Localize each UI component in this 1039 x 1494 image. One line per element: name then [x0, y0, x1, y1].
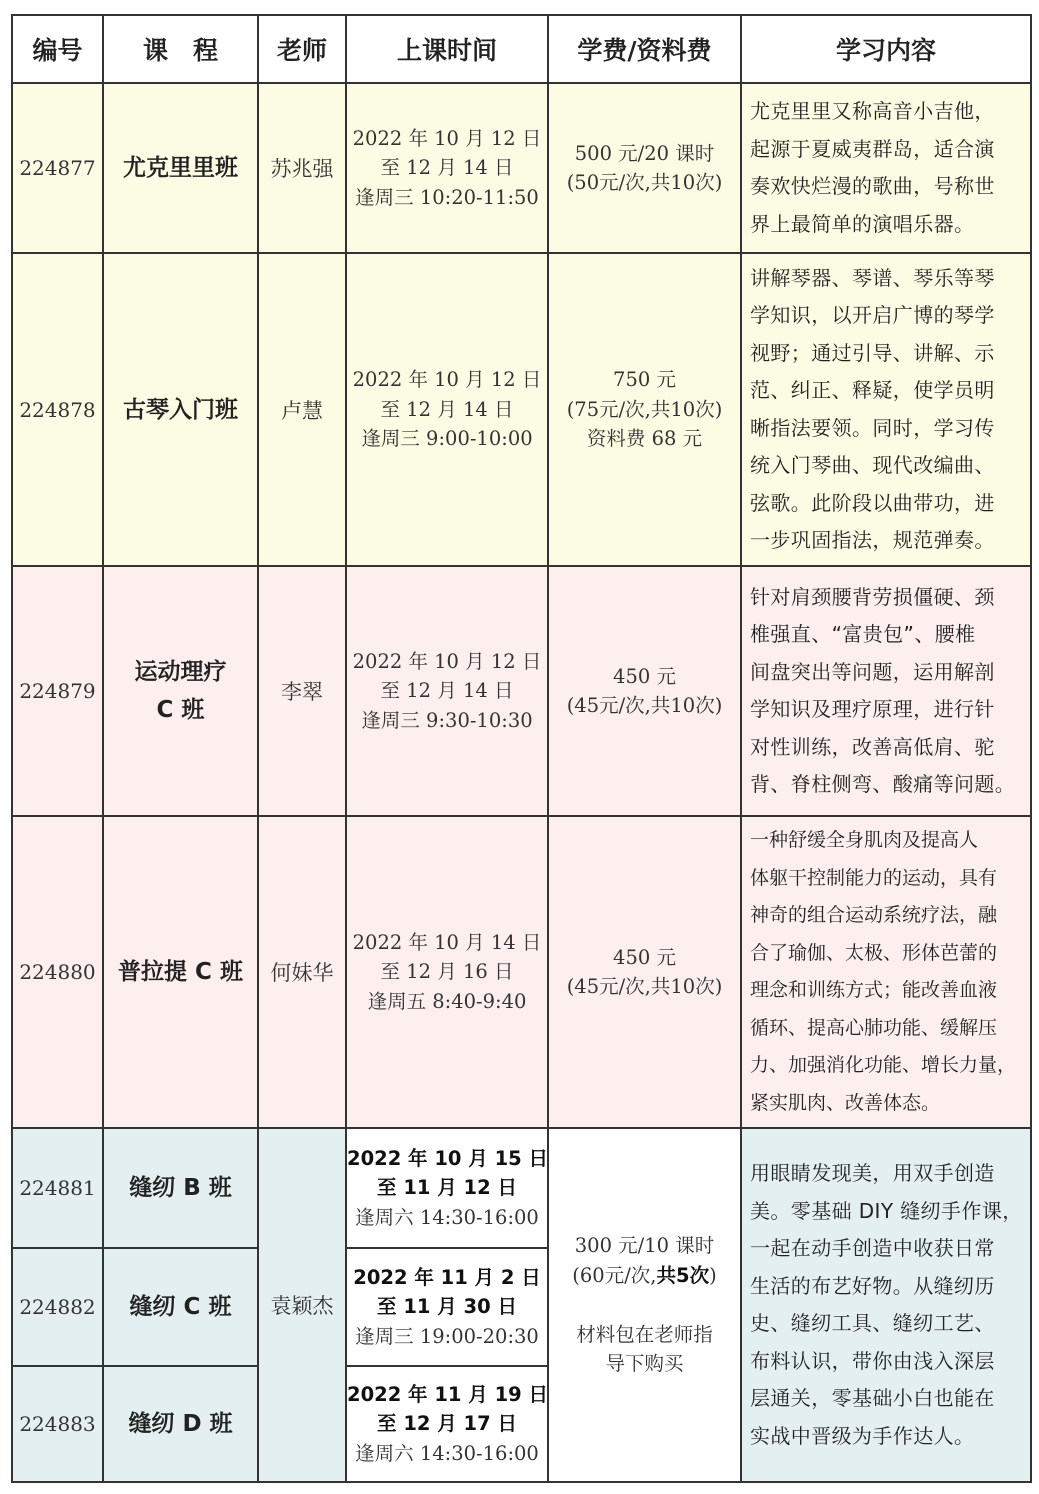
header-content: 学习内容 [741, 15, 1031, 83]
teacher-name: 李翠 [258, 566, 346, 816]
class-time: 2022 年 11 月 19 日 至 12 月 17 日 逢周六 14:30-16:00 [346, 1366, 548, 1482]
course-name: 缝纫 B 班 [103, 1128, 258, 1248]
teacher-name: 何妹华 [258, 816, 346, 1128]
course-id: 224879 [12, 566, 103, 816]
class-time: 2022 年 10 月 15 日 至 11 月 12 日 逢周六 14:30-16:00 [346, 1128, 548, 1248]
course-id: 224882 [12, 1248, 103, 1366]
table-row [12, 253, 1031, 566]
table-row [12, 83, 1031, 253]
course-name: 运动理疗 C 班 [103, 566, 258, 816]
class-time: 2022 年 10 月 12 日 至 12 月 14 日 逢周三 9:00-10:00 [346, 253, 548, 566]
header-course: 课 程 [103, 15, 258, 83]
fee: 450 元 (45元/次,共10次) [548, 566, 741, 816]
class-time: 2022 年 10 月 12 日 至 12 月 14 日 逢周三 9:30-10:30 [346, 566, 548, 816]
fee: 750 元 (75元/次,共10次) 资料费 68 元 [548, 253, 741, 566]
course-content: 尤克里里又称高音小吉他， 起源于夏威夷群岛，适合演 奏欢快烂漫的歌曲，号称世 界上最简单的演唱乐器。 [741, 83, 1031, 253]
fee: 300 元/10 课时 (60元/次,共5次) 材料包在老师指 导下购买 [548, 1128, 741, 1482]
course-schedule-table [11, 14, 1032, 1483]
course-id: 224883 [12, 1366, 103, 1482]
header-teacher: 老师 [258, 15, 346, 83]
table-row [12, 1128, 1031, 1248]
header-row [12, 15, 1031, 83]
course-name: 缝纫 D 班 [103, 1366, 258, 1482]
teacher-name: 苏兆强 [258, 83, 346, 253]
table-row [12, 566, 1031, 816]
header-id: 编号 [12, 15, 103, 83]
course-content: 用眼睛发现美，用双手创造 美。零基础 DIY 缝纫手作课， 一起在动手创造中收获日常 生活的布艺好物。从缝纫历 史、缝纫工具、缝纫工艺、 布料认识，带你由浅入深层 层通关，零基础小白也能在 实战中晋级为手作达人。 [741, 1128, 1031, 1482]
course-content: 讲解琴器、琴谱、琴乐等琴 学知识，以开启广博的琴学 视野；通过引导、讲解、示 范、纠正、释疑，使学员明 晰指法要领。同时，学习传 统入门琴曲、现代改编曲、 弦歌。此阶段以曲带功，进 一步巩固指法，规范弹奏。 [741, 253, 1031, 566]
course-id: 224878 [12, 253, 103, 566]
course-name: 尤克里里班 [103, 83, 258, 253]
course-name: 普拉提 C 班 [103, 816, 258, 1128]
course-content: 一种舒缓全身肌肉及提高人 体躯干控制能力的运动，具有 神奇的组合运动系统疗法，融 合了瑜伽、太极、形体芭蕾的 理念和训练方式；能改善血液 循环、提高心肺功能、缓解压 力、加强消化功能、增长力量， 紧实肌肉、改善体态。 [741, 816, 1031, 1128]
class-time: 2022 年 10 月 14 日 至 12 月 16 日 逢周五 8:40-9:40 [346, 816, 548, 1128]
course-name: 缝纫 C 班 [103, 1248, 258, 1366]
teacher-name: 卢慧 [258, 253, 346, 566]
header-fee: 学费/资料费 [548, 15, 741, 83]
course-id: 224881 [12, 1128, 103, 1248]
header-time: 上课时间 [346, 15, 548, 83]
course-name: 古琴入门班 [103, 253, 258, 566]
course-id: 224880 [12, 816, 103, 1128]
course-id: 224877 [12, 83, 103, 253]
class-time: 2022 年 10 月 12 日 至 12 月 14 日 逢周三 10:20-11:50 [346, 83, 548, 253]
fee: 500 元/20 课时 (50元/次,共10次) [548, 83, 741, 253]
course-content: 针对肩颈腰背劳损僵硬、颈 椎强直、“富贵包”、腰椎 间盘突出等问题，运用解剖 学知识及理疗原理，进行针 对性训练，改善高低肩、驼 背、脊柱侧弯、酸痛等问题。 [741, 566, 1031, 816]
teacher-name: 袁颖杰 [258, 1128, 346, 1482]
class-time: 2022 年 11 月 2 日 至 11 月 30 日 逢周三 19:00-20:30 [346, 1248, 548, 1366]
fee: 450 元 (45元/次,共10次) [548, 816, 741, 1128]
table-row [12, 816, 1031, 1128]
